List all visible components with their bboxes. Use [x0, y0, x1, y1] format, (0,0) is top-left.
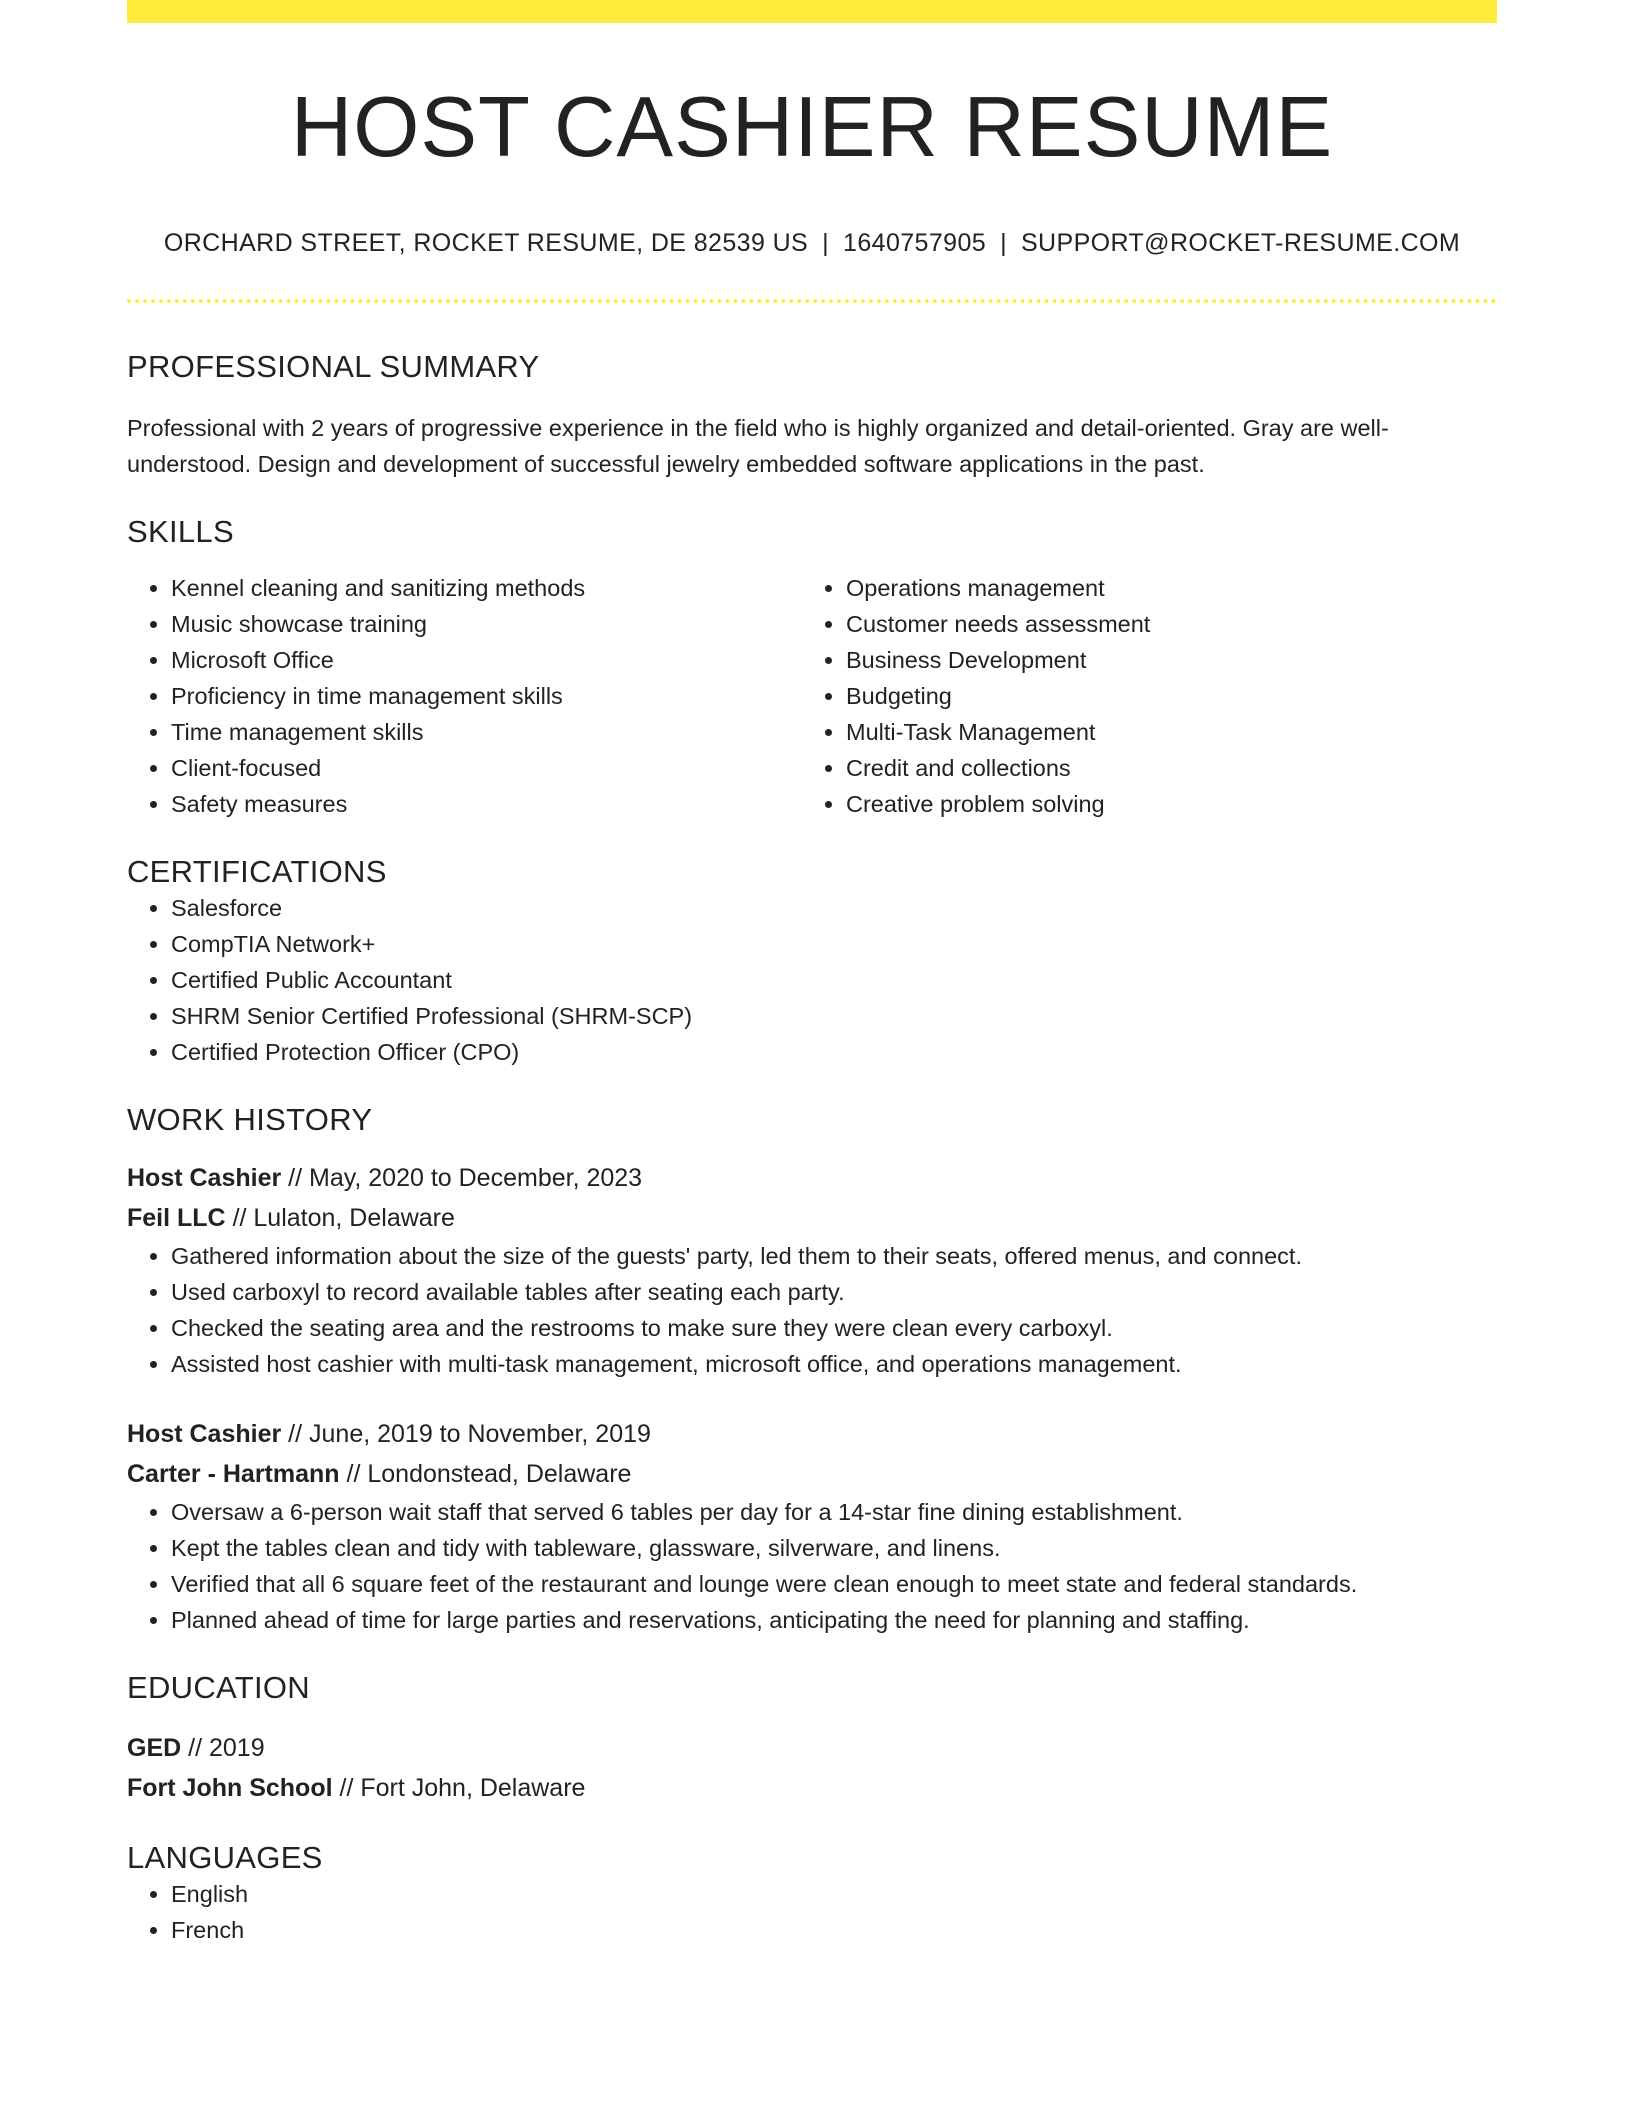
certification-item: • SHRM Senior Certified Professional (SHRM-SCP) — [171, 998, 1497, 1034]
job-title-line — [127, 1158, 1497, 1198]
skills-list-right — [802, 570, 1477, 822]
skill-item: • Safety measures — [171, 786, 802, 822]
skills-columns — [127, 570, 1497, 822]
top-accent-bar — [127, 0, 1497, 23]
language-item: • French — [171, 1912, 1497, 1948]
certification-item: • Certified Public Accountant — [171, 962, 1497, 998]
certifications-list — [127, 890, 1497, 1070]
dotted-divider — [127, 299, 1497, 303]
job-dates: // June, 2019 to November, 2019 — [288, 1420, 651, 1448]
skills-column-left — [127, 570, 802, 822]
languages-list — [127, 1876, 1497, 1948]
job-company: Feil LLC — [127, 1204, 226, 1232]
job-location: // Lulaton, Delaware — [232, 1204, 455, 1232]
certification-item: • CompTIA Network+ — [171, 926, 1497, 962]
skill-item: • Microsoft Office — [171, 642, 802, 678]
skill-item: • Creative problem solving — [846, 786, 1477, 822]
job-duties-list — [127, 1494, 1497, 1638]
education-school-line — [127, 1768, 1497, 1808]
skill-item: • Business Development — [846, 642, 1477, 678]
job-duty-item: • Verified that all 6 square feet of the restaurant and lounge were clean enough to meet state and federal standards. — [171, 1566, 1497, 1602]
skill-item: • Proficiency in time management skills — [171, 678, 802, 714]
contact-separator: | — [1000, 229, 1007, 257]
job-dates: // May, 2020 to December, 2023 — [288, 1164, 643, 1192]
job-company: Carter - Hartmann — [127, 1460, 340, 1488]
job-company-line — [127, 1198, 1497, 1238]
job-location: // Londonstead, Delaware — [346, 1460, 632, 1488]
contact-address: ORCHARD STREET, ROCKET RESUME, DE 82539 US — [163, 229, 809, 257]
education-degree-line — [127, 1728, 1497, 1768]
job-duty-item: • Checked the seating area and the restrooms to make sure they were clean every carboxyl. — [171, 1310, 1497, 1346]
certification-item: • Salesforce — [171, 890, 1497, 926]
contact-line — [127, 229, 1497, 258]
job-duty-item: • Oversaw a 6-person wait staff that served 6 tables per day for a 14-star fine dining establishment. — [171, 1494, 1497, 1530]
job-entry — [127, 1158, 1497, 1382]
resume-page — [127, 0, 1497, 1948]
education-degree: GED — [127, 1734, 182, 1762]
job-duty-item: • Used carboxyl to record available tables after seating each party. — [171, 1274, 1497, 1310]
job-duty-item: • Planned ahead of time for large parties and reservations, anticipating the need for planning and staffing. — [171, 1602, 1497, 1638]
skill-item: • Multi-Task Management — [846, 714, 1477, 750]
skills-list-left — [127, 570, 802, 822]
job-duty-item: • Kept the tables clean and tidy with tableware, glassware, silverware, and linens. — [171, 1530, 1497, 1566]
job-company-line — [127, 1454, 1497, 1494]
job-duty-item: • Gathered information about the size of the guests' party, led them to their seats, offered menus, and connect. — [171, 1238, 1497, 1274]
skill-item: • Client-focused — [171, 750, 802, 786]
skill-item: • Credit and collections — [846, 750, 1477, 786]
resume-title: HOST CASHIER RESUME — [290, 80, 1334, 175]
job-entry — [127, 1414, 1497, 1638]
job-title: Host Cashier — [127, 1420, 282, 1448]
education-location: // Fort John, Delaware — [339, 1774, 586, 1802]
skills-heading: SKILLS — [127, 514, 234, 549]
job-title-line — [127, 1414, 1497, 1454]
certification-item: • Certified Protection Officer (CPO) — [171, 1034, 1497, 1070]
education-school: Fort John School — [127, 1774, 333, 1802]
education-heading: EDUCATION — [127, 1670, 310, 1705]
skill-item: • Operations management — [846, 570, 1477, 606]
job-duties-list — [127, 1238, 1497, 1382]
language-item: • English — [171, 1876, 1497, 1912]
skill-item: • Customer needs assessment — [846, 606, 1477, 642]
summary-heading: PROFESSIONAL SUMMARY — [127, 349, 540, 384]
education-entry — [127, 1728, 1497, 1808]
job-duty-item: • Assisted host cashier with multi-task management, microsoft office, and operations management. — [171, 1346, 1497, 1382]
contact-email: SUPPORT@ROCKET-RESUME.COM — [1020, 229, 1461, 257]
skill-item: • Time management skills — [171, 714, 802, 750]
contact-phone: 1640757905 — [843, 229, 987, 257]
certifications-heading: CERTIFICATIONS — [127, 854, 387, 889]
languages-heading: LANGUAGES — [127, 1840, 323, 1875]
job-title: Host Cashier — [127, 1164, 282, 1192]
education-year: // 2019 — [188, 1734, 265, 1762]
skill-item: • Budgeting — [846, 678, 1477, 714]
work-history-heading: WORK HISTORY — [127, 1102, 373, 1137]
skill-item: • Kennel cleaning and sanitizing methods — [171, 570, 802, 606]
summary-text: Professional with 2 years of progressive experience in the field who is highly organized and detail-oriented. Gray are well-understood. Design and development of successful jewelry embedded software applications in the past. — [127, 415, 1389, 477]
skills-column-right — [802, 570, 1477, 822]
contact-separator: | — [822, 229, 830, 257]
skill-item: • Music showcase training — [171, 606, 802, 642]
